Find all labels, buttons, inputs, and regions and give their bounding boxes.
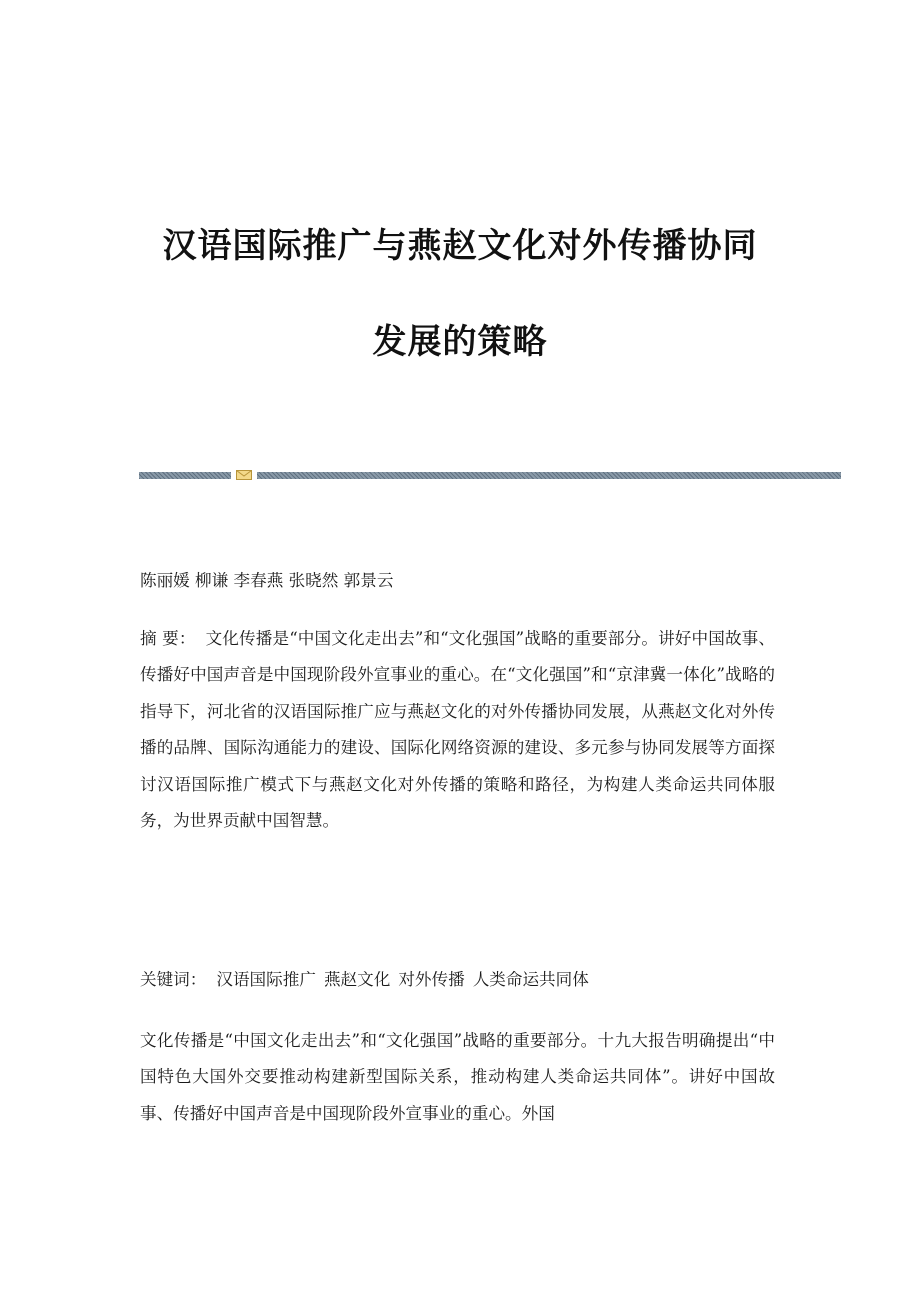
title-line-2: 发展的策略 [372,322,548,362]
keywords [140,965,775,995]
body-paragraph: 文化传播是“中国文化走出去”和“文化强国”战略的重要部分。十九大报告明确提出“中国特色大国外交要推动构建新型国际关系，推动构建人类命运共同体”。讲好中国故事、传播好中国声音是中国现阶段外宣事业的重心。外国 [140,1031,775,1123]
title-line-1: 汉语国际推广与燕赵文化对外传播协同 [162,226,758,266]
abstract-text: 文化传播是“中国文化走出去”和“文化强国”战略的重要部分。讲好中国故事、传播好中国声音是中国现阶段外宣事业的重心。在“文化强国”和“京津冀一体化”战略的指导下，河北省的汉语国际推广应与燕赵文化的对外传播协同发展，从燕赵文化对外传播的品牌、国际沟通能力的建设、国际化网络资源的建设、多元参与协同发展等方面探讨汉语国际推广模式下与燕赵文化对外传播的策略和路径，为构建人类命运共同体服务，为世界贡献中国智慧。 [140,629,775,831]
divider-bar-left [139,472,231,479]
abstract [140,621,775,839]
divider-bar-right [257,472,841,479]
keyword: 燕赵文化 [323,970,391,989]
author-list: 陈丽媛 柳谦 李春燕 张晓然 郭景云 [140,571,394,590]
decorative-divider [139,469,841,481]
keyword: 对外传播 [398,970,465,989]
abstract-label: 摘 要： [140,629,196,648]
keyword: 人类命运共同体 [472,970,589,989]
keywords-label: 关键词： [140,970,207,989]
envelope-icon [236,469,252,481]
keyword: 汉语国际推广 [216,970,316,989]
